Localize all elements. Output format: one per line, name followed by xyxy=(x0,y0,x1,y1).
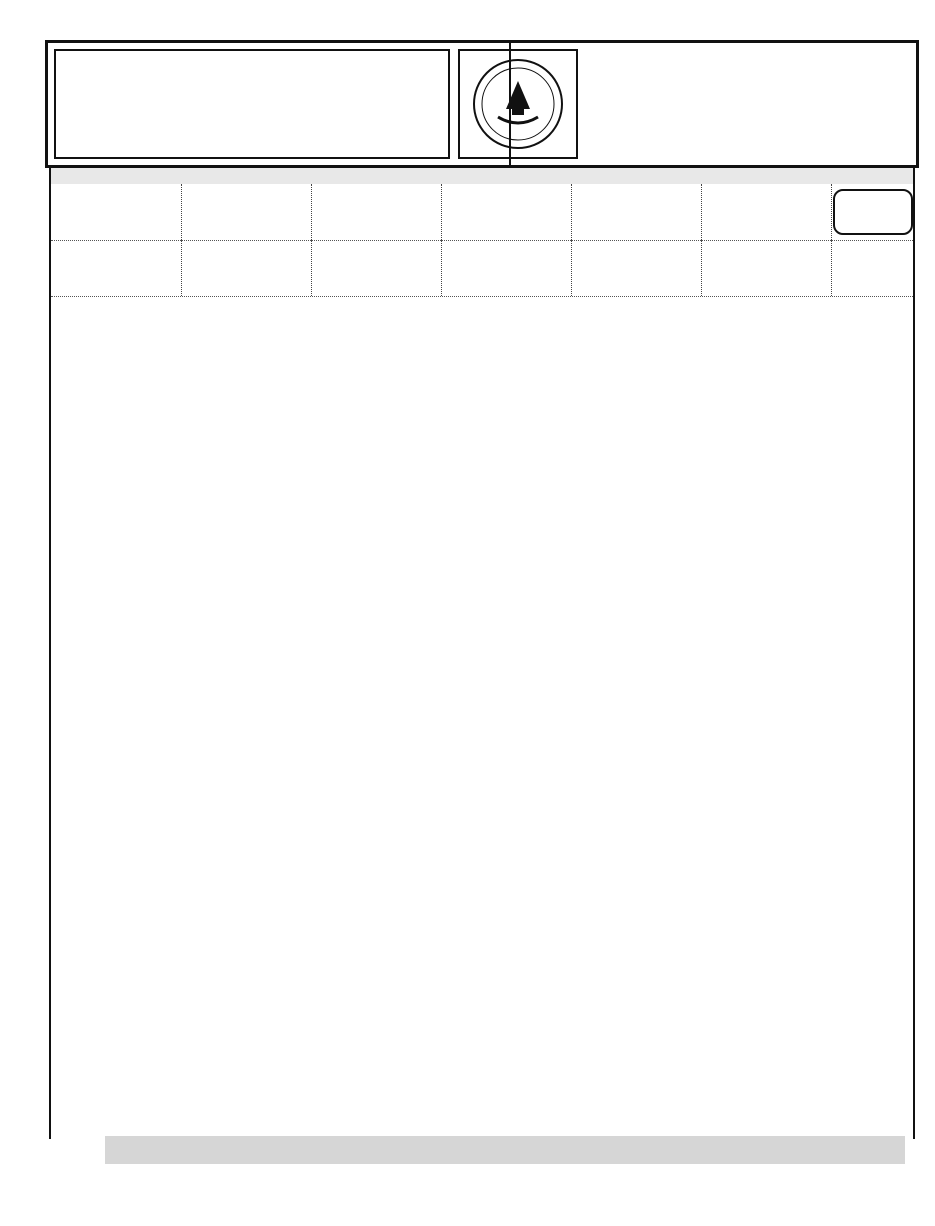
table-number-cell xyxy=(831,184,913,240)
table-number xyxy=(833,189,913,235)
page-header xyxy=(45,40,919,168)
schedule-table xyxy=(49,184,915,1139)
date-cell xyxy=(701,240,831,296)
paper-header xyxy=(311,184,441,240)
date-cell xyxy=(571,240,701,296)
paper-header xyxy=(181,184,311,240)
date-cell xyxy=(441,240,571,296)
issuing-office-footer xyxy=(105,1136,905,1164)
paper-header xyxy=(441,184,571,240)
organization-calligraphy xyxy=(54,49,450,159)
date-cell xyxy=(51,240,181,296)
date-cell xyxy=(311,240,441,296)
paper-header xyxy=(51,184,181,240)
table-header-row xyxy=(51,184,913,241)
paper-header xyxy=(701,184,831,240)
exam-schedule-page xyxy=(45,40,919,1170)
date-cell xyxy=(181,240,311,296)
date-row xyxy=(51,240,913,297)
header-separator xyxy=(49,168,915,184)
institution-logo-icon xyxy=(458,49,578,159)
paper-header xyxy=(571,184,701,240)
grade-label xyxy=(831,240,913,296)
